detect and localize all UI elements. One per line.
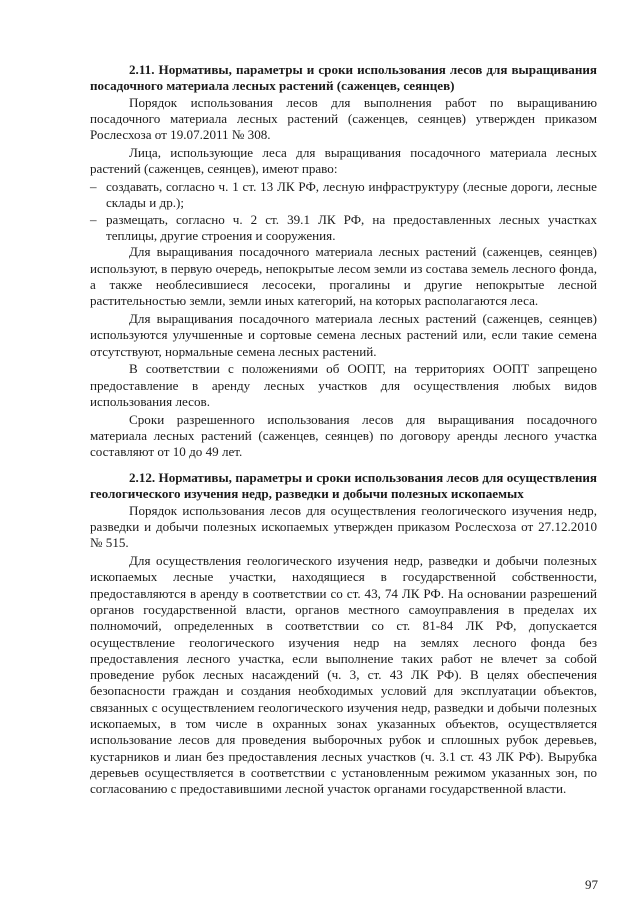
section-2-11 xyxy=(90,62,597,461)
paragraph: Сроки разрешенного использования лесов для выращивания посадочного материала лесных растений (саженцев, сеянцев) по договору аренды лесного участка составляют от 10 до 49 лет. xyxy=(90,411,597,460)
section-spacer xyxy=(90,462,597,470)
paragraph: Для выращивания посадочного материала лесных растений (саженцев, сеянцев) используют, в первую очередь, непокрытые лесом земли из состава земель лесного фонда, а также необлесившиеся лесосеки, прогалины и другие непокрытые лесной растительностью земли, земли иных категорий, на которых располагаются леса. xyxy=(90,244,597,309)
page-number: 97 xyxy=(585,877,598,892)
section-heading: 2.12. Нормативы, параметры и сроки использования лесов для осуществления геологического изучения недр, разведки и добычи полезных ископаемых xyxy=(90,470,597,502)
list-item-text: размещать, согласно ч. 2 ст. 39.1 ЛК РФ, на предоставленных лесных участках теплицы, другие строения и сооружения. xyxy=(106,211,597,243)
section-heading: 2.11. Нормативы, параметры и сроки использования лесов для выращивания посадочного материала лесных растений (саженцев, сеянцев) xyxy=(90,62,597,94)
list-item xyxy=(90,212,597,245)
page-content xyxy=(90,62,597,799)
list-item xyxy=(90,179,597,212)
dash-marker: – xyxy=(90,179,97,195)
paragraph: В соответствии с положениями об ООПТ, на территориях ООПТ запрещено предоставление в аренду лесных участков для осуществления любых видов использования лесов. xyxy=(90,361,597,409)
paragraph: Порядок использования лесов для выполнения работ по выращиванию посадочного материала лесных растений (саженцев, сеянцев) утвержден приказом Рослесхоза от 19.07.2011 № 308. xyxy=(90,94,597,143)
paragraph: Лица, использующие леса для выращивания посадочного материала лесных растений (саженцев, сеянцев), имеют право: xyxy=(90,144,597,177)
list-item-text: создавать, согласно ч. 1 ст. 13 ЛК РФ, лесную инфраструктуру (лесные дороги, лесные склады и др.); xyxy=(106,179,597,211)
paragraph: Для выращивания посадочного материала лесных растений (саженцев, сеянцев) используются улучшенные и сортовые семена лесных растений или, если такие семена отсутствуют, нормальные семена лесных растений. xyxy=(90,310,597,359)
section-2-12 xyxy=(90,470,597,797)
paragraph: Для осуществления геологического изучения недр, разведки и добычи полезных ископаемых лесные участки, находящиеся в государственной собственности, предоставляются в аренду в соответствии со ст. 43, 74 ЛК РФ. На основании разрешений органов государственной власти, органов местного самоуправления в пределах их полномочий, определенных в соответствии со ст. 81-84 ЛК РФ, допускается осуществление геологического изучения недр на землях лесного фонда без предоставления лесного участка, если выполнение таких работ не влечет за собой проведение рубок лесных насаждений (ч. 3, ст. 43 ЛК РФ). В целях обеспечения безопасности граждан и создания необходимых условий для эксплуатации объектов, связанных с осуществлением геологического изучения недр, разведки и добычи полезных ископаемых, в том числе в охранных зонах указанных объектов, осуществляется использование лесов для проведения выборочных рубок и сплошных рубок деревьев, кустарников и лиан без предоставления лесных участков (ч. 3.1 ст. 43 ЛК РФ). Вырубка деревьев осуществляется в соответствии с установленным режимом указанных зон, по согласованию с предоставившими лесной участок органами государственной власти. xyxy=(90,553,597,797)
paragraph: Порядок использования лесов для осуществления геологического изучения недр, разведки и добычи полезных ископаемых утвержден приказом Рослесхоза от 27.12.2010 № 515. xyxy=(90,502,597,551)
dash-marker: – xyxy=(90,211,97,227)
